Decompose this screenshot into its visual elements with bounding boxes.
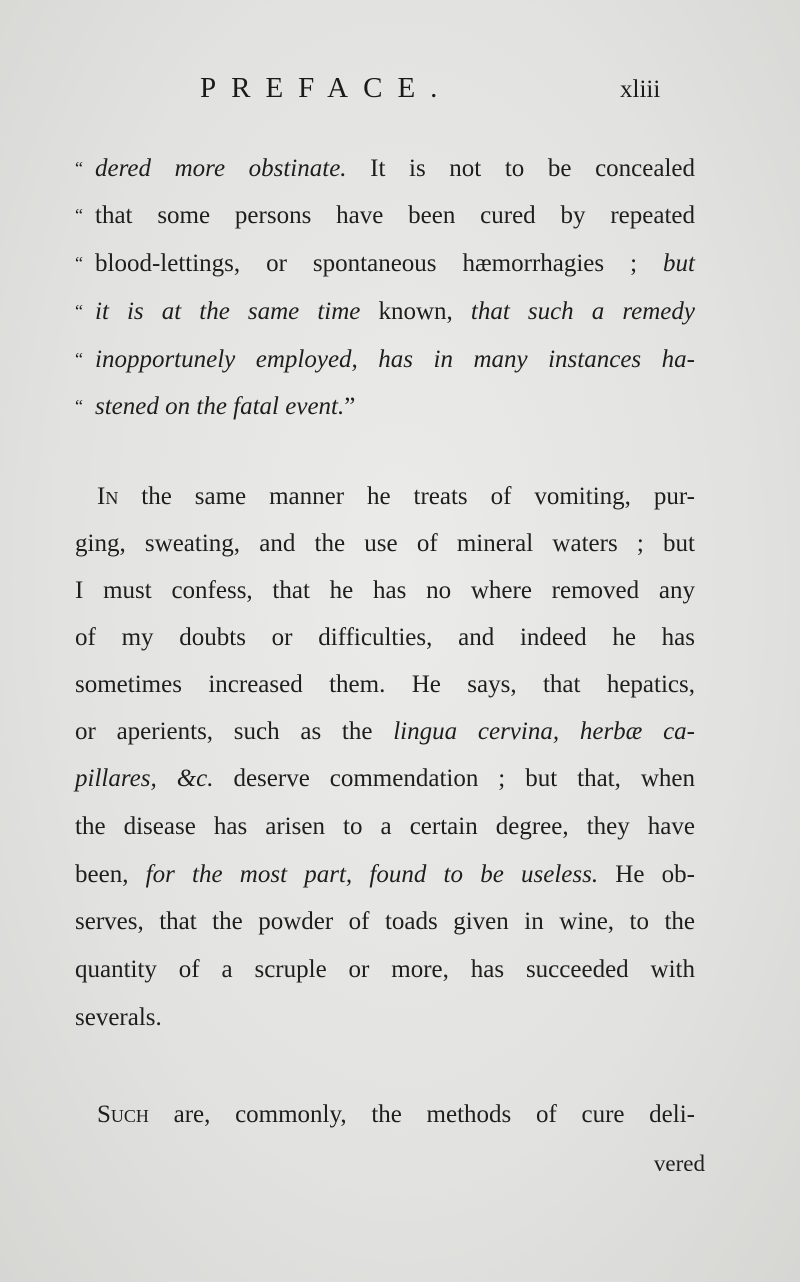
- text-segment: the disease has arisen to a certain degree, they have: [75, 813, 695, 840]
- text-segment: that some persons have been cured by repeated: [95, 202, 695, 229]
- text-segment: are, commonly, the methods of cure deli-: [148, 1101, 695, 1128]
- italic-text: but: [663, 250, 695, 277]
- italic-text: dered more obstinate.: [95, 155, 347, 182]
- quote-mark: “: [75, 396, 83, 416]
- italic-text: it is at the same time: [95, 298, 361, 325]
- text-segment: blood-lettings, or spontaneous hæmorrhagies ;: [95, 250, 664, 277]
- text-segment: been,: [75, 861, 146, 888]
- text-segment: [352, 861, 369, 888]
- quote-mark: “: [75, 158, 83, 178]
- text-segment: quantity of a scruple or more, has succeeded with: [75, 956, 695, 983]
- quote-mark: “: [75, 253, 83, 273]
- catchword: vered: [653, 1151, 705, 1176]
- quote-mark: “: [75, 349, 83, 369]
- small-caps-text: Such: [97, 1101, 149, 1128]
- text-segment: of my doubts or difficulties, and indeed he has: [75, 624, 695, 651]
- text-segment: deserve commendation ; but that, when: [213, 765, 695, 792]
- text-line: [97, 477, 695, 517]
- text-line: [97, 1095, 695, 1135]
- text-line: [75, 339, 695, 379]
- text-line: [75, 902, 695, 942]
- text-segment: [157, 765, 177, 792]
- text-segment: sometimes increased them. He says, that hepatics,: [75, 671, 695, 698]
- text-line: [75, 712, 695, 752]
- text-segment: or aperients, such as the: [75, 718, 394, 745]
- text-segment: the same manner he treats of vomiting, pur-: [118, 483, 695, 510]
- text-line: [75, 524, 695, 564]
- text-segment: severals.: [75, 1004, 162, 1031]
- text-line: [75, 291, 695, 331]
- italic-text: lingua cervina,: [393, 718, 560, 745]
- text-line: [75, 148, 695, 188]
- text-segment: He ob-: [598, 861, 695, 888]
- text-segment: serves, that the powder of toads given in wine, to the: [75, 908, 695, 935]
- italic-text: that such a remedy: [470, 298, 695, 325]
- text-line: [75, 807, 695, 847]
- text-line: [75, 386, 695, 426]
- running-head: PREFACE.: [200, 72, 453, 104]
- text-line: [75, 759, 695, 799]
- show-through-text: [210, 30, 221, 63]
- italic-text: pillares,: [75, 765, 157, 792]
- text-line: [75, 998, 695, 1038]
- italic-text: found to be useless.: [369, 861, 599, 888]
- italic-text: herbæ ca-: [579, 718, 696, 745]
- italic-text: inopportunely employed,: [95, 346, 358, 373]
- quote-mark: “: [75, 205, 83, 225]
- text-segment: [358, 346, 379, 373]
- text-line: [75, 665, 695, 705]
- text-line: [75, 618, 695, 658]
- page-number: xliii: [620, 76, 661, 103]
- text-line: [75, 195, 695, 235]
- quote-mark: “: [75, 301, 83, 321]
- text-segment: ”: [344, 393, 356, 420]
- text-segment: known,: [360, 298, 471, 325]
- italic-text: stened on the fatal event.: [95, 393, 345, 420]
- italic-text: for the most part,: [145, 861, 353, 888]
- text-line: [75, 855, 695, 895]
- text-line: [75, 571, 695, 611]
- page-header: [0, 72, 800, 112]
- text-segment: [559, 718, 580, 745]
- italic-text: has in many instances ha-: [378, 346, 695, 373]
- italic-text: &c.: [176, 765, 214, 792]
- text-segment: I must confess, that he has no where removed any: [75, 577, 695, 604]
- text-line: [75, 243, 695, 283]
- small-caps-text: In: [97, 483, 119, 510]
- text-segment: It is not to be concealed: [346, 155, 695, 182]
- text-line: [75, 950, 695, 990]
- text-segment: ging, sweating, and the use of mineral waters ; but: [75, 530, 695, 557]
